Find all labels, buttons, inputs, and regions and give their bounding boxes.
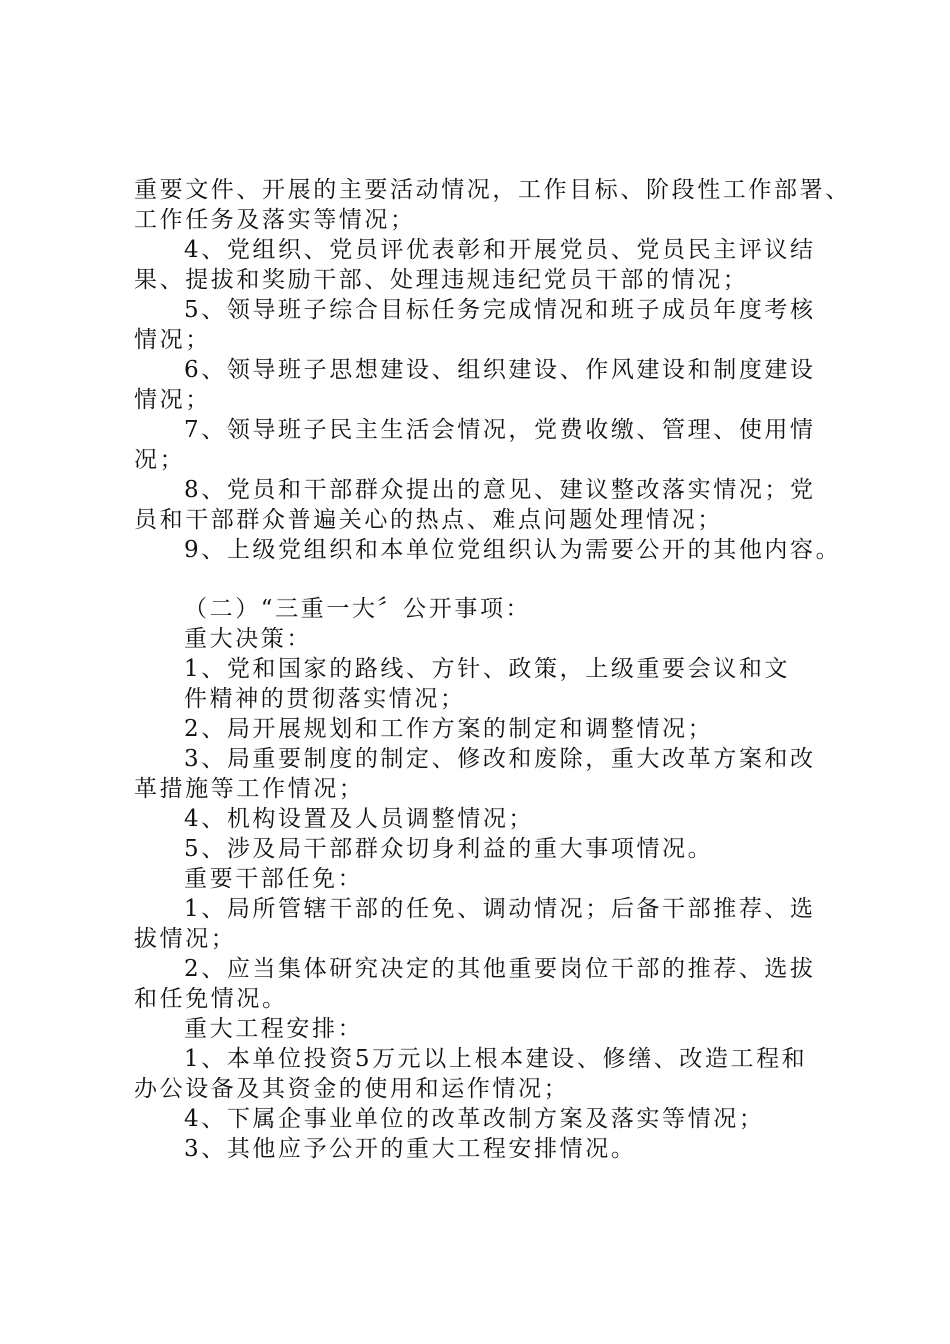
text-line: 件精神的贯彻落实情况； [184,686,466,712]
text-line: 重要文件、开展的主要活动情况，工作目标、阶段性工作部署、 [134,177,851,203]
list-item: 5、涉及局干部群众切身利益的重大事项情况。 [184,836,714,862]
text-line: 办公设备及其资金的使用和运作情况； [134,1076,570,1102]
section-heading: （二）“三重一大〞公开事项： [184,596,532,622]
list-item: 2、局开展规划和工作方案的制定和调整情况； [184,716,714,742]
text-line: 情况； [134,387,211,413]
list-item: 3、其他应予公开的重大工程安排情况。 [184,1136,637,1162]
text-line: 情况； [134,327,211,353]
list-item: 3、局重要制度的制定、修改和废除，重大改革方案和改 [184,746,816,772]
list-item: 5、领导班子综合目标任务完成情况和班子成员年度考核 [184,297,816,323]
list-item: 1、局所管辖干部的任免、调动情况；后备干部推荐、选 [184,896,816,922]
list-item: 4、党组织、党员评优表彰和开展党员、党员民主评议结 [184,237,816,263]
text-line: 拔情况； [134,926,237,952]
subheading: 重大决策： [184,626,312,652]
subheading: 重要干部任免： [184,866,364,892]
list-item: 7、领导班子民主生活会情况，党费收缴、管理、使用情 [184,417,816,443]
text-line: 员和干部群众普遍关心的热点、难点问题处理情况； [134,507,723,533]
list-item: 2、应当集体研究决定的其他重要岗位干部的推荐、选拔 [184,956,816,982]
document-body [134,175,851,1164]
list-item: 4、机构设置及人员调整情况； [184,806,535,832]
text-line: 和任免情况。 [134,986,288,1012]
text-line: 况； [134,447,186,473]
list-item: 4、下属企事业单位的改革改制方案及落实等情况； [184,1106,765,1132]
list-item: 9、上级党组织和本单位党组织认为需要公开的其他内容。 [184,537,842,563]
list-item: 1、党和国家的路线、方针、政策，上级重要会议和文 [184,656,791,682]
text-line: 工作任务及落实等情况； [134,207,416,233]
list-item: 8、党员和干部群众提出的意见、建议整改落实情况；党 [184,477,816,503]
list-item: 6、领导班子思想建设、组织建设、作风建设和制度建设 [184,357,816,383]
subheading: 重大工程安排： [184,1016,364,1042]
text-line: 革措施等工作情况； [134,776,365,802]
text-line: 果、提拔和奖励干部、处理违规违纪党员干部的情况； [134,267,749,293]
list-item: 1、本单位投资5万元以上根本建设、修缮、改造工程和 [184,1046,808,1072]
